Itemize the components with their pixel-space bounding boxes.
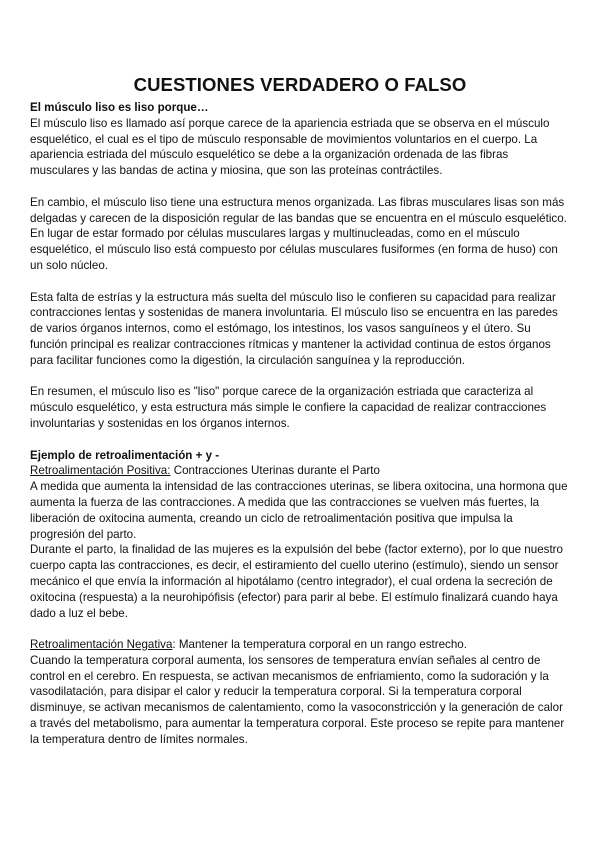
paragraph: En cambio, el músculo liso tiene una estructura menos organizada. Las fibras musculares lisas son más delgadas y carecen de la disposición regular de las bandas que se encuentra en el músculo esquelético. En lugar de estar formado por células musculares largas y multinucleadas, como en el músculo esquelético, el músculo liso está compuesto por células musculares fusiformes (en forma de huso) con un solo núcleo. (30, 195, 567, 272)
paragraph-gap (30, 369, 570, 385)
paragraph-gap (30, 432, 570, 448)
positive-feedback-label: Retroalimentación Positiva: (30, 464, 171, 478)
section-heading-musculo-liso: El músculo liso es liso porque… (30, 101, 209, 114)
paragraph-gap (30, 621, 570, 637)
negative-feedback-subtitle: : Mantener la temperatura corporal en un rango estrecho. (172, 638, 467, 652)
paragraph: Durante el parto, la finalidad de las mujeres es la expulsión del bebe (factor externo), por lo que nuestro cuerpo capta las contracciones, es decir, el estiramiento del cuello uterino (estímulo), siendo un sensor mecánico el que envía la información al hipotálamo (centro integrador), el cual ordena la secreción de oxitocina (respuesta) a la neurohipófisis (efector) para parir al bebe. El estímulo finalizará cuando haya dado a luz el bebe. (30, 543, 563, 620)
paragraph-gap (30, 179, 570, 195)
negative-feedback-label: Retroalimentación Negativa (30, 638, 173, 652)
paragraph-gap (30, 274, 570, 290)
positive-feedback-subtitle: Contracciones Uterinas durante el Parto (170, 464, 380, 478)
page-title: CUESTIONES VERDADERO O FALSO (133, 74, 467, 95)
section-heading-retroalimentacion: Ejemplo de retroalimentación + y - (30, 448, 220, 462)
negative-feedback-title (30, 637, 570, 653)
paragraph: Esta falta de estrías y la estructura más suelta del músculo liso le confieren su capacidad para realizar contracciones lentas y sostenidas de manera involuntaria. El músculo liso se encuentra en las paredes de varios órganos internos, como el estómago, los intestinos, los vasos sanguíneos y el útero. Su función principal es realizar contracciones rítmicas y mantener la actividad continua de estos órganos para facilitar funciones como la digestión, la circulación sanguínea y la reproducción. (30, 290, 558, 367)
document-body (30, 100, 570, 748)
paragraph: Cuando la temperatura corporal aumenta, los sensores de temperatura envían señales al centro de control en el cerebro. En respuesta, se activan mecanismos de enfriamiento, como la sudoración y la vasodilatación, para disipar el calor y reducir la temperatura corporal. Si la temperatura corporal disminuye, se activan mecanismos de calentamiento, como la vasoconstricción y la generación de calor a través del metabolismo, para aumentar la temperatura corporal. Este proceso se repite para mantener la temperatura dentro de límites normales. (30, 653, 565, 746)
positive-feedback-title (30, 463, 570, 479)
paragraph: El músculo liso es llamado así porque carece de la apariencia estriada que se observa en el músculo esquelético, el cual es el tipo de músculo responsable de movimientos voluntarios en el cuerpo. La apariencia estriada del músculo esquelético se debe a la organización ordenada de las fibras musculares y las bandas de actina y miosina, que son las proteínas contráctiles. (30, 116, 550, 178)
paragraph: En resumen, el músculo liso es "liso" porque carece de la organización estriada que caracteriza al músculo esquelético, y esta estructura más simple le confiere la capacidad de realizar contracciones involuntarias y sostenidas en los órganos internos. (30, 385, 547, 430)
paragraph: A medida que aumenta la intensidad de las contracciones uterinas, se libera oxitocina, una hormona que aumenta la fuerza de las contracciones. A medida que las contracciones se vuelven más fuertes, la liberación de oxitocina aumenta, creando un ciclo de retroalimentación positiva que impulsa la progresión del parto. (30, 480, 568, 541)
